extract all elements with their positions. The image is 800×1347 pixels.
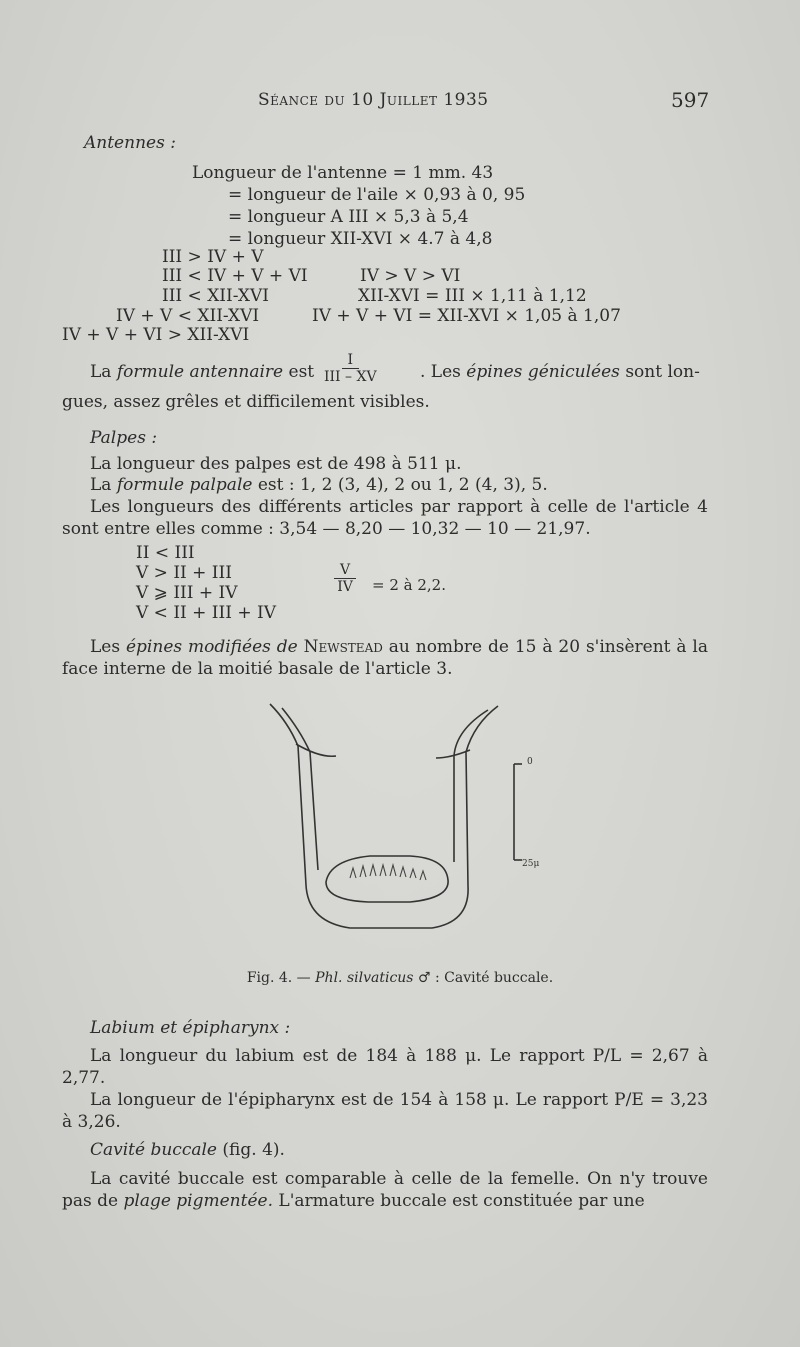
- paragraph: La cavité buccale est comparable à celle de la femelle. On n'y trouve pas de plage pigmentée. L'armature buccale est constituée par une: [62, 1169, 708, 1211]
- text-line: La longueur des palpes est de 498 à 511 μ.: [90, 454, 462, 474]
- page-number: 597: [671, 88, 710, 112]
- section-heading-labium: Labium et épipharynx :: [90, 1018, 291, 1038]
- formula-line: III < XII-XVI: [162, 286, 269, 306]
- figure-caption: Fig. 4. — Phl. silvaticus ♂ : Cavité buccale.: [246, 970, 554, 986]
- formula-line: IV + V + VI > XII-XVI: [62, 325, 250, 345]
- section-heading-cavite: Cavité buccale (fig. 4).: [90, 1140, 285, 1160]
- buccal-cavity-figure: [260, 700, 550, 950]
- formula-line: XII-XVI = III × 1,11 à 1,12: [358, 286, 587, 306]
- formula-line: II < III: [136, 543, 195, 563]
- paragraph: Les épines modifiées de Newstead au nombre de 15 à 20 s'insèrent à la face interne de la moitié basale de l'article 3.: [62, 637, 708, 679]
- paragraph: La longueur de l'épipharynx est de 154 à 158 μ. Le rapport P/E = 3,23 à 3,26.: [62, 1090, 708, 1132]
- text-line: La formule antennaire est: [90, 362, 315, 382]
- antennal-formula-fraction: I III – XV: [324, 352, 377, 385]
- scale-label-bottom: 25μ: [522, 859, 540, 869]
- formula-line: IV + V < XII-XVI: [116, 306, 260, 326]
- running-header: Séance du 10 Juillet 1935: [258, 90, 489, 110]
- text-line: gues, assez grêles et difficilement visibles.: [62, 392, 430, 412]
- formula-line: III < IV + V + VI: [162, 266, 308, 286]
- formula-line: IV > V > VI: [360, 266, 461, 286]
- scale-label-top: 0: [527, 757, 533, 767]
- formula-line: Longueur de l'antenne = 1 mm. 43: [192, 163, 494, 183]
- paragraph: La longueur du labium est de 184 à 188 μ. Le rapport P/L = 2,67 à 2,77.: [62, 1046, 708, 1088]
- formula-line: V ⩾ III + IV: [136, 583, 238, 603]
- palp-ratio-fraction: $\frac{V}{IV}$: [334, 562, 356, 595]
- text-line: . Les épines géniculées sont lon-: [420, 362, 700, 382]
- formula-line: = longueur de l'aile × 0,93 à 0, 95: [228, 185, 526, 205]
- palp-ratio-value: = 2 à 2,2.: [372, 576, 446, 594]
- text-line: La formule palpale est : 1, 2 (3, 4), 2 ou 1, 2 (4, 3), 5.: [90, 475, 548, 495]
- paragraph: Les longueurs des différents articles par rapport à celle de l'article 4 sont entre elles comme : 3,54 — 8,20 — 10,32 — 10 — 21,97.: [62, 497, 708, 539]
- formula-line: = longueur A III × 5,3 à 5,4: [228, 207, 469, 227]
- formula-line: IV + V + VI = XII-XVI × 1,05 à 1,07: [312, 306, 621, 326]
- formula-line: = longueur XII-XVI × 4.7 à 4,8: [228, 229, 493, 249]
- formula-line: V < II + III + IV: [136, 603, 277, 623]
- section-heading-palpes: Palpes :: [90, 428, 158, 448]
- formula-line: V > II + III: [136, 563, 232, 583]
- section-heading-antennes: Antennes :: [84, 133, 176, 153]
- formula-line: III > IV + V: [162, 247, 264, 267]
